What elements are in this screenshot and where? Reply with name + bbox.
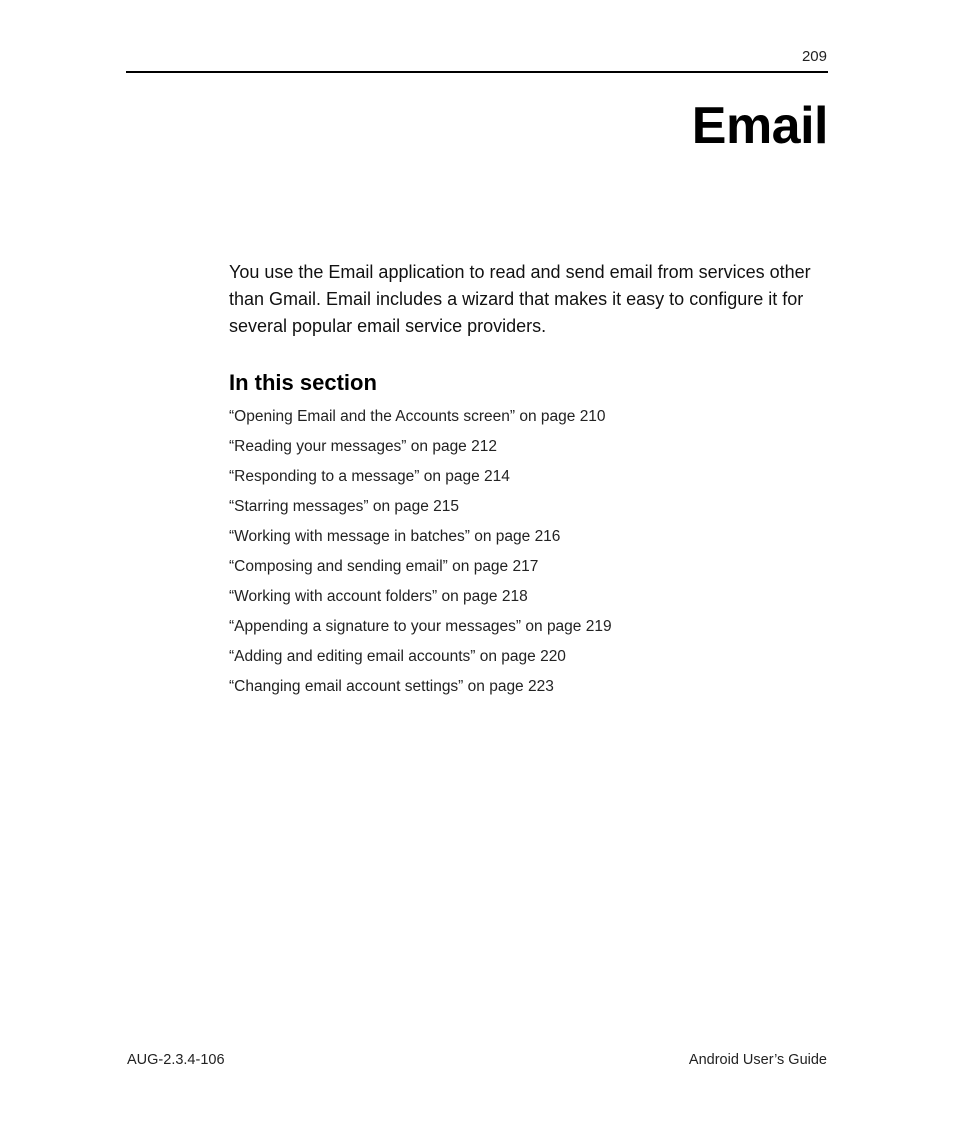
toc-link-settings[interactable]: “Changing email account settings” on page 223 — [229, 678, 554, 695]
toc-link-signature[interactable]: “Appending a signature to your messages” on page 219 — [229, 618, 612, 635]
footer-doc-id: AUG-2.3.4-106 — [127, 1052, 225, 1068]
toc-link-starring[interactable]: “Starring messages” on page 215 — [229, 498, 460, 515]
header-rule — [126, 71, 828, 73]
toc-link-accounts[interactable]: “Adding and editing email accounts” on page 220 — [229, 648, 566, 665]
chapter-title: Email — [691, 97, 828, 155]
intro-paragraph: You use the Email application to read and send email from services other than Gmail. Email includes a wizard that makes it easy to configure it for several popular email service providers. — [229, 262, 811, 336]
toc-link-batches[interactable]: “Working with message in batches” on page 216 — [229, 528, 561, 545]
footer-guide-name: Android User’s Guide — [688, 1052, 827, 1068]
section-heading: In this section — [229, 370, 377, 395]
toc-link-opening-email[interactable]: “Opening Email and the Accounts screen” on page 210 — [229, 408, 606, 425]
page-number: 209 — [801, 48, 827, 65]
section-toc-list — [229, 406, 612, 706]
toc-link-composing[interactable]: “Composing and sending email” on page 217 — [229, 558, 539, 575]
toc-link-reading-messages[interactable]: “Reading your messages” on page 212 — [229, 438, 497, 455]
toc-link-folders[interactable]: “Working with account folders” on page 218 — [229, 588, 528, 605]
toc-link-responding[interactable]: “Responding to a message” on page 214 — [229, 468, 510, 485]
